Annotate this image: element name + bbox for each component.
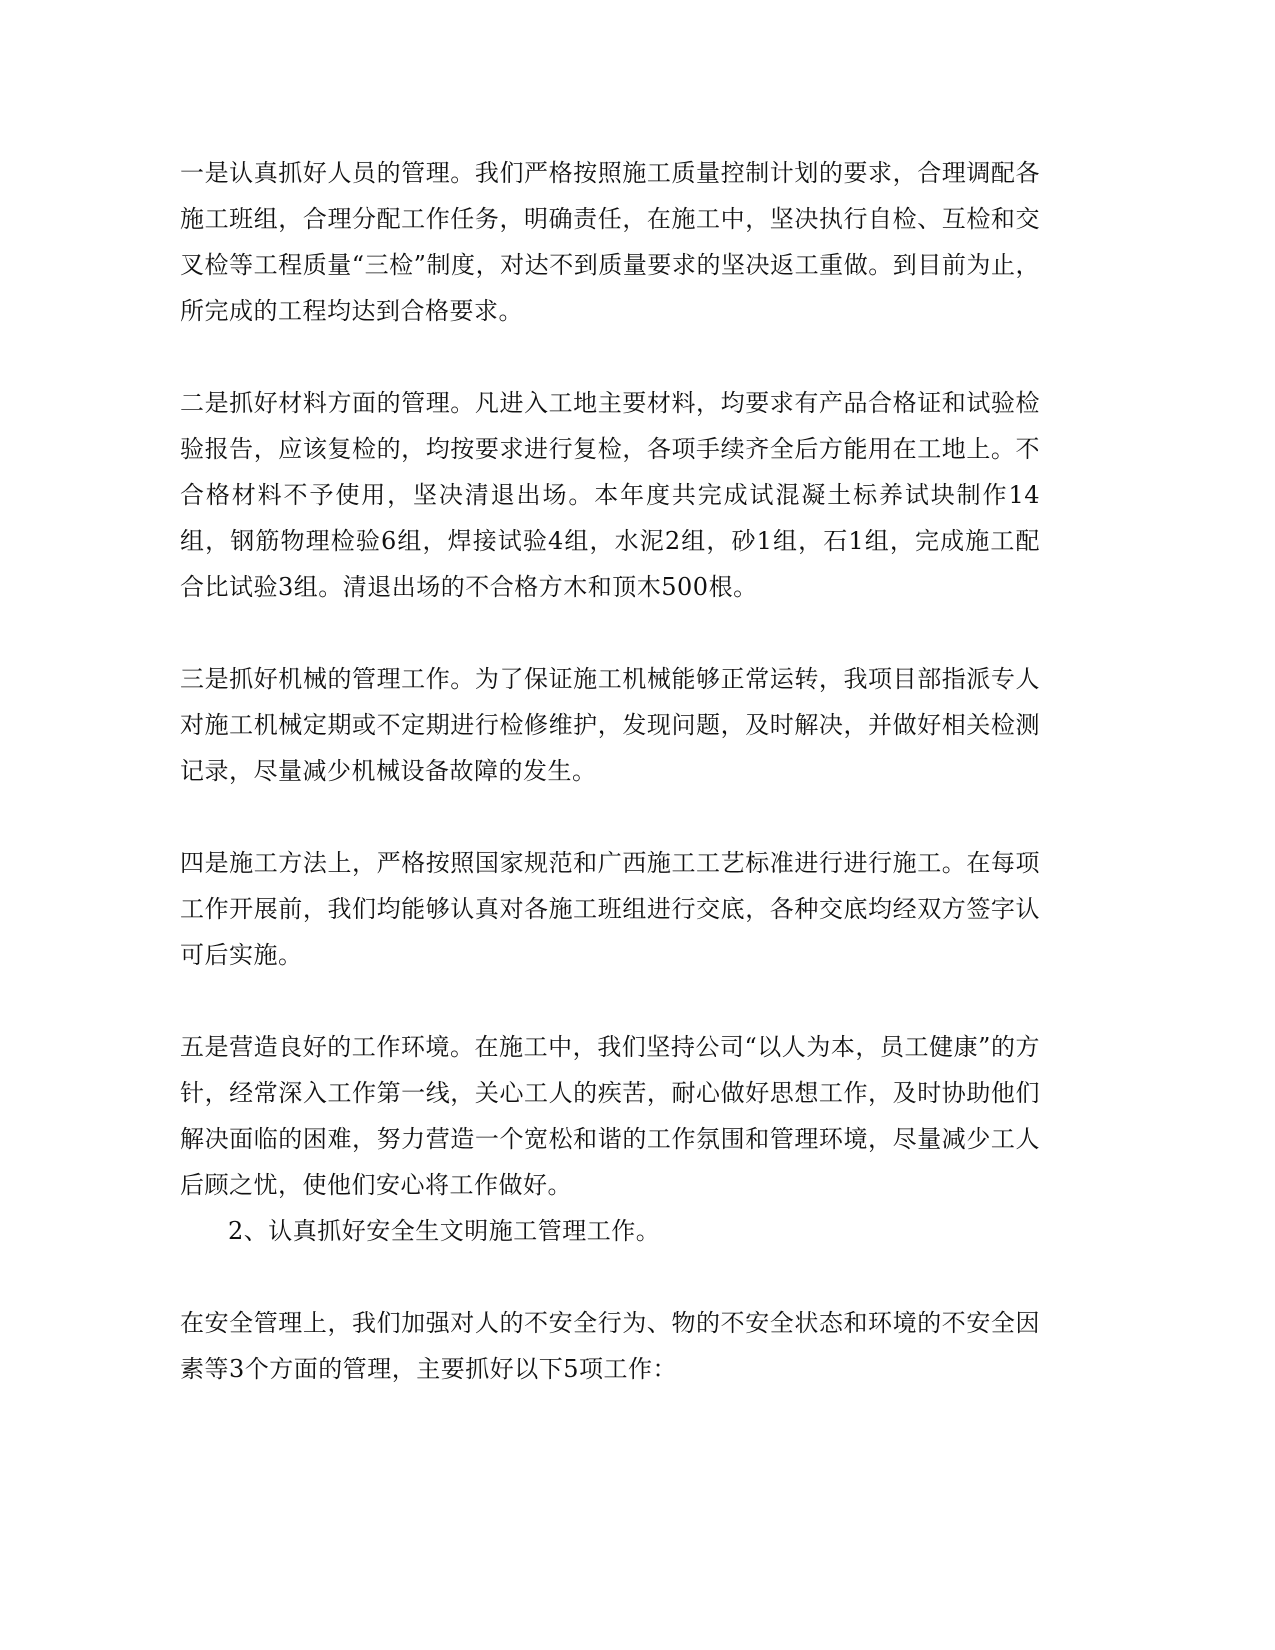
paragraph-material-management: 二是抓好材料方面的管理。凡进入工地主要材料，均要求有产品合格证和试验检验报告，应该复检的，均按要求进行复检，各项手续齐全后方能用在工地上。不合格材料不予使用，坚决清退出场。本年度共完成试混凝土标养试块制作14组，钢筋物理检验6组，焊接试验4组，水泥2组，砂1组，石1组，完成施工配合比试验3组。清退出场的不合格方木和顶木500根。 <box>180 389 1040 601</box>
section-subheading: 2、认真抓好安全生文明施工管理工作。 <box>228 1217 661 1245</box>
paragraph-machinery-management: 三是抓好机械的管理工作。为了保证施工机械能够正常运转，我项目部指派专人对施工机械定期或不定期进行检修维护，发现问题，及时解决，并做好相关检测记录，尽量减少机械设备故障的发生。 <box>180 665 1040 785</box>
paragraph-safety-management: 在安全管理上，我们加强对人的不安全行为、物的不安全状态和环境的不安全因素等3个方面的管理，主要抓好以下5项工作： <box>180 1309 1040 1383</box>
document-body <box>180 150 1040 1438</box>
paragraph-construction-methods: 四是施工方法上，严格按照国家规范和广西施工工艺标准进行进行施工。在每项工作开展前，我们均能够认真对各施工班组进行交底，各种交底均经双方签字认可后实施。 <box>180 849 1040 969</box>
paragraph-personnel-management: 一是认真抓好人员的管理。我们严格按照施工质量控制计划的要求，合理调配各施工班组，合理分配工作任务，明确责任，在施工中，坚决执行自检、互检和交叉检等工程质量“三检”制度，对达不到质量要求的坚决返工重做。到目前为止，所完成的工程均达到合格要求。 <box>180 159 1040 325</box>
paragraph-work-environment: 五是营造良好的工作环境。在施工中，我们坚持公司“以人为本，员工健康”的方针，经常深入工作第一线，关心工人的疾苦，耐心做好思想工作，及时协助他们解决面临的困难，努力营造一个宽松和谐的工作氛围和管理环境，尽量减少工人后顾之忧，使他们安心将工作做好。 <box>180 1033 1040 1199</box>
